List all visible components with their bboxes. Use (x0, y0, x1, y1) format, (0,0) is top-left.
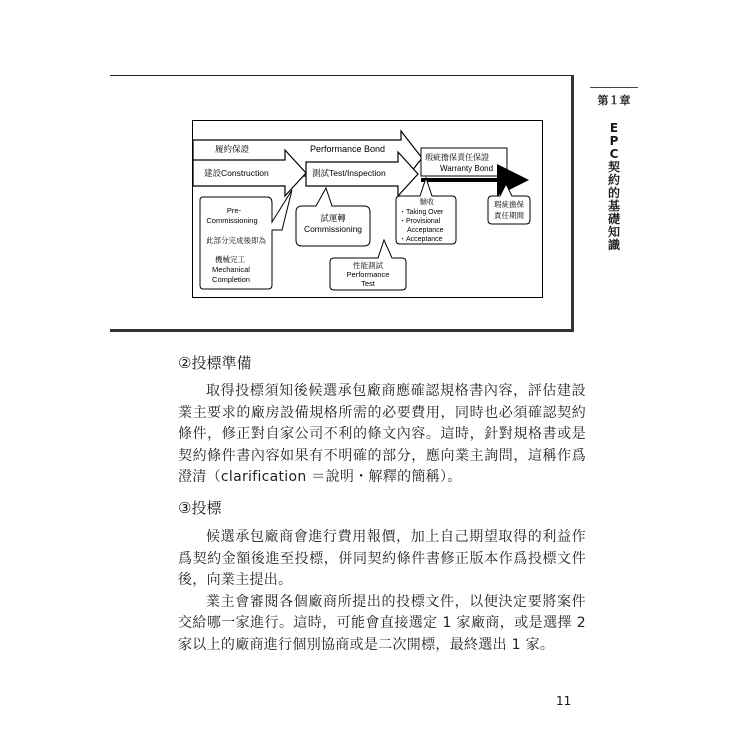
warranty-period-line: 瑕疵擔保 (494, 200, 524, 209)
section-body (178, 381, 586, 489)
chapter-label: 第１章 (597, 94, 631, 107)
chapter-title-char: C (609, 147, 619, 161)
performance-test-line: 性能測試 (353, 261, 383, 270)
chapter-title-char: 識 (607, 238, 620, 252)
performance-bond-en-label: Performance Bond (310, 144, 386, 154)
test-inspection-label: 測試Test/Inspection (312, 168, 386, 178)
pre-commissioning-line: Pre- (226, 206, 242, 215)
paragraph: 取得投標須知後候選承包廠商應確認規格書內容，評估建設業主要求的廠房設備規格所需的必要費用，同時也必須確認契約條件，修正對自家公司不利的條文內容。這時，針對規格書或是契約條件書內容如果有不明確的部分，應向業主詢問，這稱作爲澄清（clarification ＝說明・解釋的簡稱）。 (178, 383, 586, 485)
commissioning-line: Commissioning (303, 224, 363, 234)
commissioning-line: 試運轉 (320, 213, 346, 223)
chapter-title-char: 知 (607, 225, 620, 239)
paragraph: 業主會審閱各個廠商所提出的投標文件，以便決定要將案件交給哪一家進行。這時，可能會直接選定 1 家廠商，或是選擇 2 家以上的廠商進行個別協商或是二次開標，最終選出 1 家。 (178, 593, 586, 653)
performance-test-line: Test (361, 279, 375, 288)
acceptance-line: ・Acceptance (399, 236, 443, 243)
pre-note-line: 此部分完成後即為 (206, 236, 266, 245)
section-heading: ②投標準備 (178, 354, 252, 372)
construction-label: 建設Construction (204, 168, 269, 178)
acceptance-line: 驗收 (420, 199, 434, 206)
page-number: 11 (556, 694, 572, 708)
pre-commissioning-line: Commissioning (206, 216, 258, 225)
acceptance-line: Acceptance (407, 227, 444, 234)
acceptance-line: ・Provisional (399, 218, 441, 225)
section-heading: ③投標 (178, 499, 222, 517)
chapter-title-char: 礎 (607, 212, 620, 226)
chapter-title-char: 的 (607, 186, 620, 200)
warranty-bond-en-label: Warranty Bond (440, 164, 494, 173)
section-body (178, 527, 586, 656)
chapter-title-char: 基 (607, 199, 620, 213)
warranty-bond-zh-label: 瑕疵擔保責任保證 (425, 153, 489, 162)
performance-bond-zh-label: 履約保證 (215, 144, 250, 154)
performance-test-line: Performance (346, 270, 390, 279)
acceptance-line: ・Taking Over (399, 209, 444, 216)
warranty-period-line: 責任期間 (494, 211, 524, 220)
mech-completion-line: 機械完工 (215, 255, 245, 264)
paragraph: 候選承包廠商會進行費用報價，加上自己期望取得的利益作爲契約金額後進至投標，併同契約條件書修正版本作爲投標文件後，向業主提出。 (178, 529, 586, 588)
chapter-title-char: E (609, 121, 619, 135)
mech-completion-line: Completion (212, 275, 250, 284)
mech-completion-line: Mechanical (212, 265, 250, 274)
chapter-title-char: 約 (607, 173, 620, 187)
chapter-title-char: 契 (607, 160, 620, 174)
chapter-title-char: P (609, 134, 619, 148)
